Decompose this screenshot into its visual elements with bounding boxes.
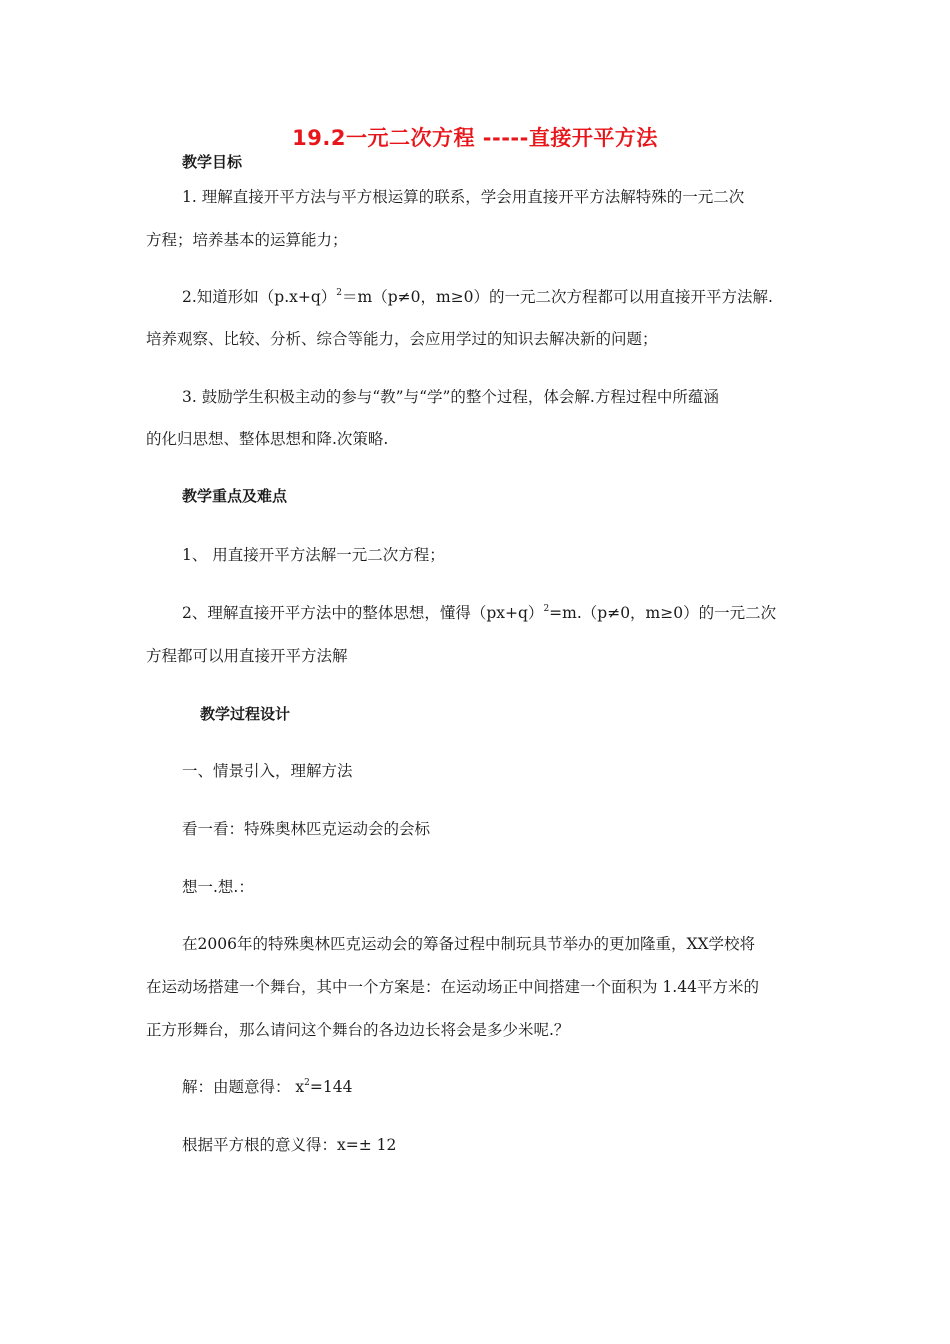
- solution-line: [182, 1077, 352, 1097]
- key-points-heading: 教学重点及难点: [182, 487, 288, 505]
- goal-2-text-b: ＝m（p≠0，m≥0）的一元二次方程都可以用直接开平方法解.: [342, 288, 773, 306]
- key-point-2-text-a: 2、理解直接开平方法中的整体思想，懂得（px+q）: [182, 604, 544, 622]
- goal-2-exponent: 2: [336, 288, 343, 298]
- key-point-1: 1、 用直接开平方法解一元二次方程；: [182, 546, 445, 564]
- key-point-2-line-1: [182, 603, 776, 623]
- think-line: 想一.想.：: [182, 878, 254, 896]
- problem-line-1: 在2006年的特殊奥林匹克运动会的筹备过程中制玩具节举办的更加隆重，XX学校将: [182, 935, 756, 953]
- goal-2-text-a: 2.知道形如（p.x+q）: [182, 288, 337, 306]
- key-point-2-line-2: 方程都可以用直接开平方法解: [146, 647, 348, 665]
- document-title: 19.2一元二次方程 -----直接开平方法: [292, 126, 658, 150]
- goal-3-line-2: 的化归思想、整体思想和降.次策略.: [146, 430, 389, 448]
- goal-3-line-1: 3. 鼓励学生积极主动的参与“教”与“学”的整个过程，体会解.方程过程中所蕴涵: [182, 388, 719, 406]
- problem-line-2: 在运动场搭建一个舞台，其中一个方案是：在运动场正中间搭建一个面积为 1.44平方米的: [146, 978, 759, 996]
- solution-text-b: =144: [309, 1078, 353, 1096]
- goals-heading: 教学目标: [182, 153, 243, 171]
- solution-exponent: 2: [304, 1078, 310, 1088]
- problem-line-3: 正方形舞台，那么请问这个舞台的各边边长将会是多少米呢.？: [146, 1021, 570, 1039]
- section-1-heading: 一、情景引入，理解方法: [182, 762, 353, 780]
- look-line: 看一看：特殊奥林匹克运动会的会标: [182, 820, 431, 838]
- key-point-2-exponent: 2: [543, 604, 550, 614]
- key-point-2-text-b: =m.（p≠0，m≥0）的一元二次: [549, 604, 777, 622]
- root-line: 根据平方根的意义得：x=± 12: [182, 1136, 397, 1154]
- solution-text-a: 解：由题意得： x: [182, 1078, 305, 1096]
- process-heading: 教学过程设计: [200, 705, 291, 723]
- goal-2-line-1: [182, 287, 773, 307]
- goal-2-line-2: 培养观察、比较、分析、综合等能力，会应用学过的知识去解决新的问题；: [146, 330, 658, 348]
- goal-1-line-1: 1. 理解直接开平方法与平方根运算的联系，学会用直接开平方法解特殊的一元二次: [182, 188, 745, 206]
- goal-1-line-2: 方程；培养基本的运算能力；: [146, 231, 348, 249]
